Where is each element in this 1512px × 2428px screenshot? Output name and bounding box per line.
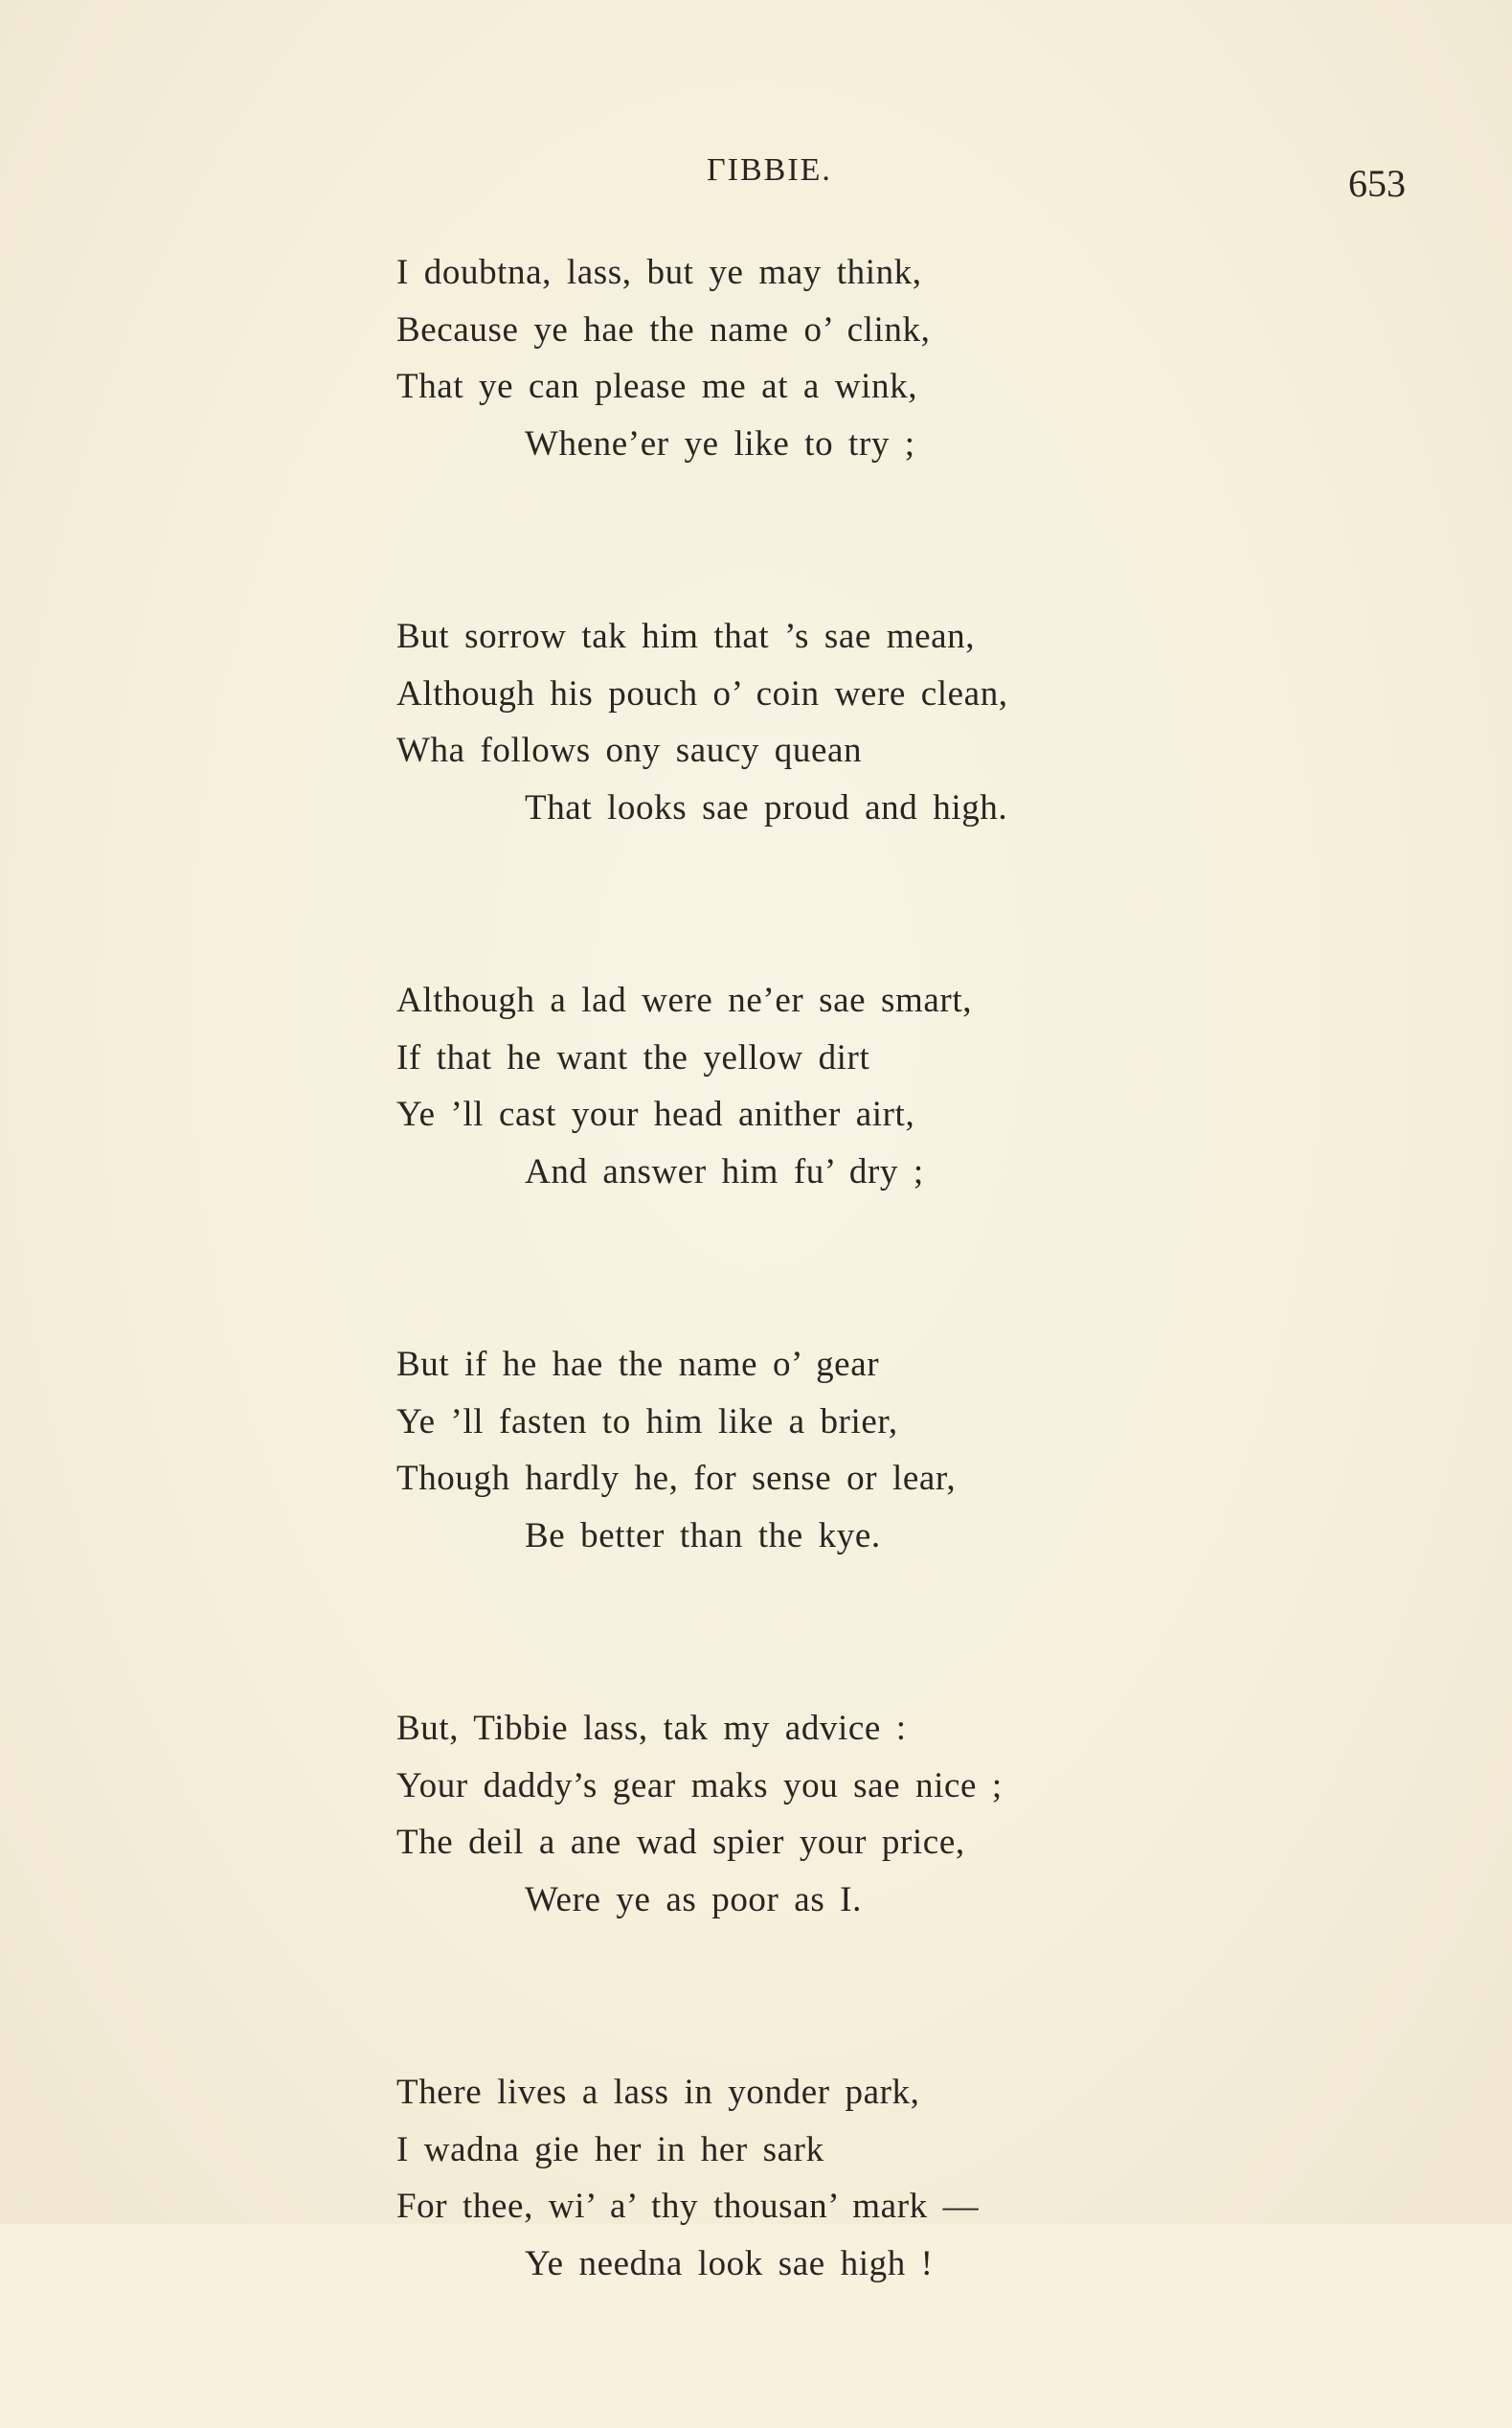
poem-line: Ye ’ll fasten to him like a brier,: [396, 1401, 898, 1441]
poem-line: That ye can please me at a wink,: [396, 367, 918, 406]
running-title: ΓIBBIE.: [707, 152, 832, 188]
stanza-1: [396, 244, 1258, 472]
stanza-5: [396, 1700, 1258, 1928]
poem-line-indented: Ye needna look sae high !: [525, 2243, 934, 2283]
poem-line: Although a lad were ne’er sae smart,: [396, 981, 973, 1020]
poem-line: I doubtna, lass, but ye may think,: [396, 253, 922, 292]
poem-line: If that he want the yellow dirt: [396, 1037, 870, 1078]
poem-line: There lives a lass in yonder park,: [396, 2073, 920, 2112]
poem-line-indented: Whene’er ye like to try ;: [525, 423, 915, 464]
poem-line: The deil a ane wad spier your price,: [396, 1823, 965, 1862]
poem-line-indented: Were ye as poor as I.: [525, 1879, 862, 1919]
poem-line-indented: Be better than the kye.: [525, 1515, 881, 1555]
poem-line-indented: And answer him fu’ dry ;: [525, 1151, 924, 1191]
poem-line: Wha follows ony saucy quean: [396, 731, 863, 770]
poem-line: But sorrow tak him that ’s sae mean,: [396, 617, 976, 656]
poem-line: Your daddy’s gear maks you sae nice ;: [396, 1765, 1003, 1805]
poem-line: But, Tibbie lass, tak my advice :: [396, 1709, 907, 1748]
poem-line: Because ye hae the name o’ clink,: [396, 309, 931, 350]
stanza-6: [396, 2064, 1258, 2292]
stanza-2: [396, 608, 1258, 836]
poem-line: Although his pouch o’ coin were clean,: [396, 673, 1008, 714]
stanza-3: [396, 972, 1258, 1200]
poem-line: Ye ’ll cast your head anither airt,: [396, 1095, 915, 1134]
stanza-4: [396, 1336, 1258, 1564]
poem-line: Though hardly he, for sense or lear,: [396, 1459, 957, 1498]
page-number: 653: [1348, 162, 1406, 205]
poem-line: For thee, wi’ a’ thy thousan’ mark —: [396, 2187, 980, 2226]
poem-line: But if he hae the name o’ gear: [396, 1345, 880, 1384]
poem-line-indented: That looks sae proud and high.: [525, 787, 1008, 828]
poem-line: I wadna gie her in her sark: [396, 2129, 824, 2169]
poem: [396, 244, 1258, 2428]
